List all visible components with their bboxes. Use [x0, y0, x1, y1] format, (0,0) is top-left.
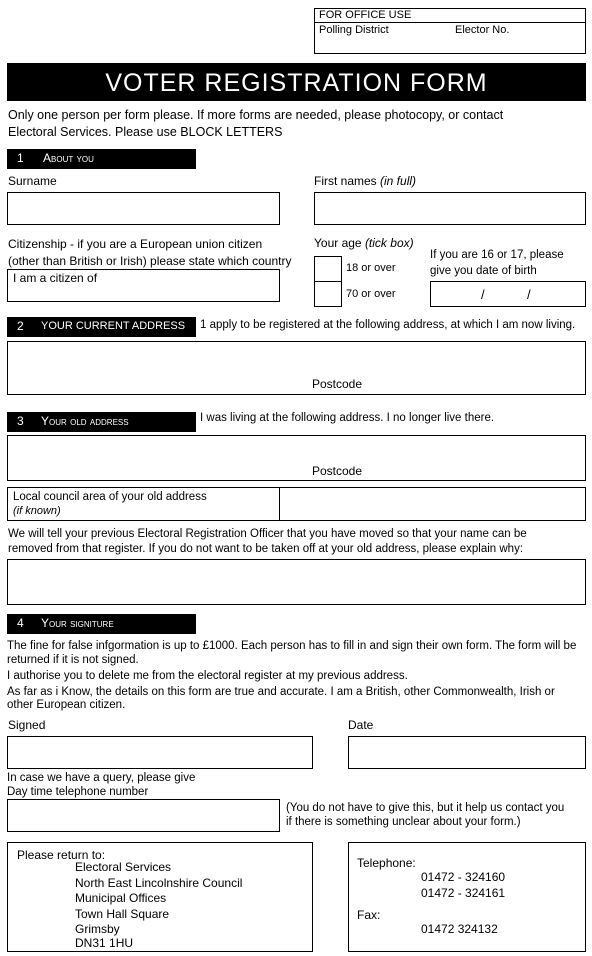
query-line-2: Day time telephone number: [7, 786, 149, 798]
section-4-title: Your signiture: [41, 616, 114, 630]
return-address-box: [7, 842, 313, 952]
council-area-label-box: [7, 487, 280, 521]
dob-separator-2: /: [527, 287, 531, 302]
return-line: Municipal Offices: [75, 891, 167, 905]
first-names-text: First names: [314, 174, 381, 188]
phone-field[interactable]: [7, 799, 280, 832]
dob-label-1: If you are 16 or 17, please: [430, 249, 564, 261]
section-1-number: 1: [17, 151, 24, 165]
dob-field[interactable]: [430, 281, 586, 307]
return-line: North East Lincolnshire Council: [75, 876, 243, 890]
old-postcode-label: Postcode: [312, 464, 363, 478]
query-line-1: In case we have a query, please give: [7, 772, 196, 784]
age-18-label: 18 or over: [346, 262, 396, 274]
council-area-field[interactable]: [279, 487, 586, 521]
form-title-banner: [7, 63, 586, 101]
return-line: Town Hall Square: [75, 907, 170, 921]
explanation-field[interactable]: [7, 559, 586, 605]
section-1-header: [7, 149, 196, 169]
age-70-label: 70 or over: [346, 288, 396, 300]
polling-district-label: Polling District: [319, 24, 389, 36]
authorise-text: I authorise you to delete me from the electoral register at my previous address.: [7, 670, 408, 682]
section-2-number: 2: [17, 319, 24, 333]
current-postcode-label: Postcode: [312, 377, 363, 391]
citizenship-label-2: (other than British or Irish) please state which country: [8, 254, 292, 268]
first-names-note: (in full): [380, 174, 417, 188]
council-area-note: (if known): [13, 505, 61, 517]
declare-line-2: other European citizen.: [7, 699, 126, 711]
section-3-header: [7, 412, 196, 432]
office-use-title: FOR OFFICE USE: [319, 9, 412, 21]
info-line-2: removed from that register. If you do not want to be taken off at your old address, please explain why:: [8, 543, 524, 555]
return-line: Electoral Services: [75, 860, 172, 874]
age-70-checkbox[interactable]: [314, 281, 342, 307]
fax-label: Fax:: [357, 908, 381, 922]
section-3-note: I was living at the following address. I no longer live there.: [200, 412, 495, 424]
old-address-field[interactable]: [7, 435, 586, 481]
citizenship-label-1: Citizenship - if you are a European union citizen: [8, 237, 263, 251]
date-field[interactable]: [348, 736, 586, 769]
info-line-1: We will tell your previous Electoral Registration Officer that you have moved so that your name can be: [8, 528, 527, 540]
section-3-title: Your old address: [41, 414, 129, 428]
intro-line-2: Electoral Services. Please use BLOCK LETTERS: [8, 125, 283, 139]
current-address-field[interactable]: [7, 341, 586, 395]
first-names-label: [314, 174, 416, 188]
section-2-title: YOUR CURRENT ADDRESS: [41, 320, 186, 332]
first-names-field[interactable]: [314, 192, 586, 225]
fine-line-1: The fine for false infgormation is up to £1000. Each person has to fill in and sign their own form. The form will be: [7, 640, 577, 652]
telephone-label: Telephone:: [357, 856, 416, 870]
office-use-box: [314, 8, 586, 54]
dob-separator-1: /: [481, 287, 485, 302]
contact-box: [348, 842, 586, 952]
citizenship-field[interactable]: [7, 269, 280, 302]
return-heading: Please return to:: [17, 848, 106, 862]
return-line: Grimsby: [75, 922, 120, 936]
phone-note-1: (You do not have to give this, but it help us contact you: [286, 802, 565, 814]
elector-no-label: Elector No.: [455, 24, 510, 36]
section-3-number: 3: [17, 414, 24, 428]
signed-label: Signed: [8, 718, 46, 732]
section-4-number: 4: [17, 616, 24, 630]
council-area-label: Local council area of your old address: [13, 491, 207, 503]
telephone-number: 01472 - 324161: [421, 886, 506, 900]
return-line: DN31 1HU: [75, 936, 134, 950]
phone-note-2: if there is something unclear about your form.): [286, 816, 521, 828]
signature-field[interactable]: [7, 736, 313, 769]
age-label: [314, 236, 414, 250]
date-label: Date: [348, 718, 374, 732]
declare-line-1: As far as i Know, the details on this form are true and accurate. I am a British, other Commonwealth, Irish or: [7, 686, 555, 698]
surname-label: Surname: [8, 174, 57, 188]
section-1-title: About you: [43, 151, 94, 165]
section-2-note: 1 apply to be registered at the following address, at which I am now living.: [200, 319, 576, 331]
office-use-divider: [315, 22, 585, 23]
dob-label-2: give you date of birth: [430, 265, 537, 277]
section-2-header: [7, 317, 196, 337]
fax-number: 01472 324132: [421, 922, 498, 936]
intro-line-1: Only one person per form please. If more forms are needed, please photocopy, or contact: [8, 108, 504, 122]
section-4-header: [7, 614, 196, 634]
age-note: (tick box): [364, 236, 414, 250]
age-text: Your age: [314, 236, 365, 250]
fine-line-2: returned if it is not signed.: [7, 654, 139, 666]
form-title: VOTER REGISTRATION FORM: [105, 69, 488, 97]
age-18-checkbox[interactable]: [314, 256, 342, 282]
citizen-of-label: I am a citizen of: [13, 271, 98, 285]
surname-field[interactable]: [7, 192, 280, 225]
telephone-number: 01472 - 324160: [421, 870, 506, 884]
